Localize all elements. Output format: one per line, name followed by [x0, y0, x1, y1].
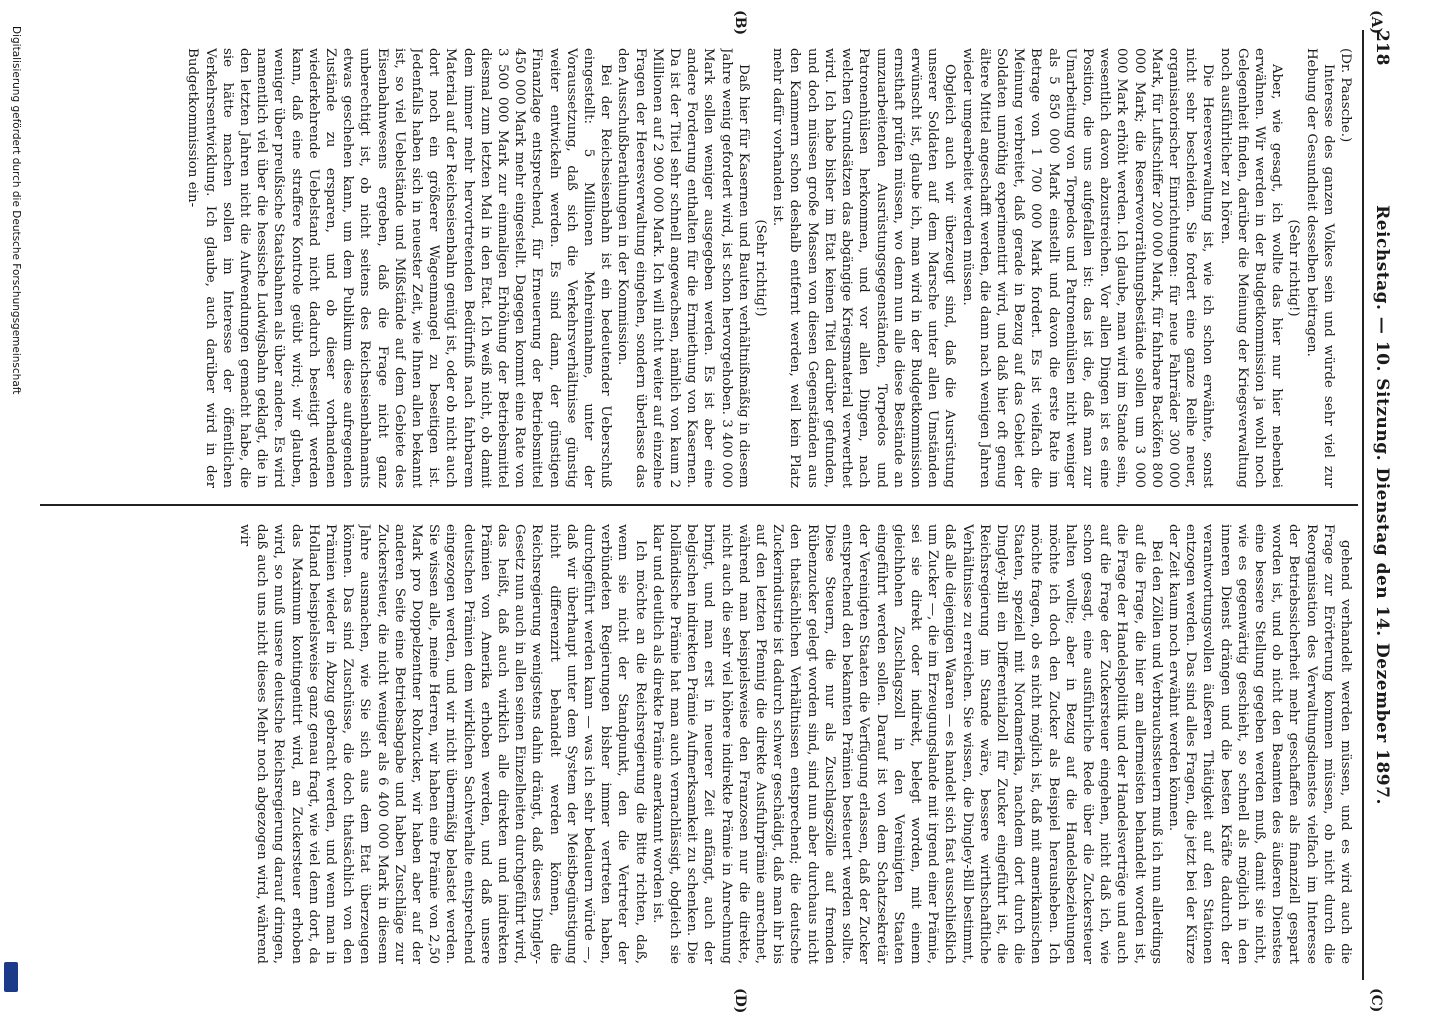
left-paragraph: Interesse des ganzen Volkes sein und würde sehr viel zur Hebung der Gesundheit desselben beitragen.: [1303, 48, 1336, 488]
margin-mark-c: (C): [1368, 988, 1384, 1013]
margin-mark-a: (A): [1368, 10, 1384, 35]
left-aside: (Sehr richtig!): [753, 219, 769, 317]
left-speaker: (Dr. Paasche.): [1338, 48, 1353, 143]
document-page: [38, 10, 1398, 1013]
margin-mark-d: (D): [732, 988, 748, 1013]
page-number: 218: [1372, 30, 1392, 66]
left-paragraph: Aber, wie gesagt, ich wollte das hier nur hier nebenbei erwähnen. Wir werden in der Budgetkommission ja wohl noch Gelegenheit finden, darüber die Meinung der Kriegsverwaltung noch ausführlicher zu hören.: [1217, 48, 1285, 488]
header-rule: [1362, 30, 1364, 980]
right-paragraph: Ich möchte an die Reichsregierung die Bitte richten, daß, wenn sie nicht der Standpunkt, den die Vertreter der verbündeten Regierungen bisher immer vertreten haben, durchgeführt werden kann — was ich sehr bedauern würde —, daß wir überhaupt unter dem System der Meistbegünstigung nicht differenzirt behandelt werden können, die Reichsregierung wenigstens dahin drängt, daß dieses Dingley-Gesetz nun auch in allen seinen Einzelheiten durchgeführt wird, das heißt, daß auch wirklich alle direkten und indirekten Prämien von Amerika erhoben werden, und daß unsere deutschen Prämien dem wirklichen Sachverhalte entsprechend eingezogen werden, und wir nicht übermäßig belastet werden. Sie wissen alle, meine Herren, wir haben eine Prämie von 2,50 Mark pro Doppelzentner Rohzucker, wir haben aber auf der anderen Seite eine Betriebsabgabe und haben Zuschläge zur Zuckersteuer, die nicht weniger als 6 400 000 Mark in diesem Jahre ausmachen, wie Sie sich aus dem Etat überzeugen können. Das sind Zuschüsse, die doch thatsächlich von den Prämien wieder in Abzug gebracht werden, und wenn man in Holland beispielsweise ganz genau fragt, wie viel denn dort, da das Maximum kontingentirt wird, an Zuckersteuer erhoben wird, so muß unsere deutsche Reichsregierung darauf dringen, daß auch uns nicht dieses Mehr noch abgezogen wird, während wir: [237, 524, 648, 964]
left-paragraph: Bei der Reichseisenbahn ist ein bedeutender Ueberschuß eingestellt: 5 Millionen Mehreinnahme, unter der Voraussetzung, daß sich die Verkehrsverhältnisse günstig weiter entwickeln werden. Es sind dann, der günstigen Finanzlage entsprechend, für Erneuerung der Betriebsmittel 450 000 Mark mehr eingestellt. Dagegen kommt eine Rate von 3 500 000 Mark zur einmaligen Erhöhung der Betriebsmittel diesmal zum letzten Mal in den Etat. Ich weiß nicht, ob damit dem immer mehr hervortretenden Bedürfniß nach fahrbarem Material auf der Reichseisenbahn genügt ist, oder ob nicht auch dort noch ein größerer Wagenmangel zu beseitigen ist. Jedenfalls haben sich in neuester Zeit, wie Ihnen allen bekannt ist, so viel Uebelstände und Mißstände auf dem Gebiete des Eisenbahnwesens ergeben, daß die Frage nicht ganz unberechtigt ist, ob nicht seitens des Reichseisenbahnamts etwas geschehen kann, um dem Publikum diese aufregenden Zustände zu ersparen, und ob dieser vorhandenen wiederkehrende Uebelstand nicht dadurch beseitigt werden kann, daß eine straffere Kontrole geübt wird; wir glauben, weniger über preußische Staatsbahnen als über andere. Es wird namentlich viel über die hessische Ludwigsbahn geklagt, die in den letzten Jahren nicht die Aufwendungen gemacht habe, die sie hätte machen sollen im Interesse der öffentlichen Verkehrsentwicklung. Ich glaube, auch darüber wird in der Budgetkommission ein-: [185, 48, 614, 488]
right-text-column: [42, 524, 1354, 964]
digitization-note: [8, 26, 26, 986]
dfg-logo-icon: [4, 962, 18, 992]
left-paragraph: Daß hier für Kasernen und Bauten verhältnißmäßig in diesem Jahre wenig gefordert wird, ist schon hervorgehoben. 3 400 000 Mark sollen weniger ausgegeben werden. Es ist aber eine andere Forderung enthalten für die Ermiethung von Kasernen. Da ist der Titel sehr schnell angewachsen, nämlich von kaum 2 Millionen auf 2 900 000 Mark. Ich will nicht weiter auf einzelne Fragen der Heeresverwaltung eingehen, sondern überlasse das den Ausschußberathungen in der Kommission.: [615, 48, 751, 488]
page-header: [1364, 30, 1398, 980]
left-text-column: [42, 48, 1354, 488]
left-aside: (Sehr richtig!): [1286, 219, 1302, 317]
column-divider: [40, 504, 1358, 506]
digitization-note-text: Digitalisierung gefördert durch die Deutsche Forschungsgemeinschaft: [10, 26, 22, 395]
right-paragraph: Bei den Zöllen und Verbrauchssteuern muß ich nun allerdings auf die Frage, die hier am allermeisten behandelt worden ist, die Frage der Handelspolitik und der Handelsverträge und auch auf die Frage der Zuckersteuer eingehen, nicht daß ich, wie schon gesagt, eine ausführliche Rede über die Zuckersteuer halten wollte; aber in Bezug auf die Handelsbeziehungen möchte ich doch den Zucker als Beispiel herausheben. Ich möchte fragen, ob es nicht möglich ist, daß mit amerikanischen Staaten, speziell mit Nordamerika, nachdem dort durch die Dingley-Bill ein Differentialzoll für Zucker eingeführt ist, die Reichsregierung im Stande wäre, bessere wirthschaftliche Verhältnisse zu erreichen. Sie wissen, die Dingley-Bill bestimmt, daß alle diejenigen Waaren — es handelt sich fast ausschließlich um Zucker —, die im Erzeugungslande mit irgend einer Prämie, sei sie direkt oder indirekt, belegt worden, mit einem gleichhohen Zuschlagszoll in den Vereinigten Staaten eingeführt werden sollen. Darauf ist von dem Schatzsekretär der Vereinigten Staaten die Verfügung erlassen, daß der Zucker entsprechend den bekannten Prämien besteuert werden sollte. Diese Steuern, die nur als Zuschlagszölle auf fremden Rübenzucker gelegt worden sind, sind nun aber durchaus nicht den thatsächlichen Verhältnissen entsprechend; die deutsche Zuckerindustrie ist dadurch schwer geschädigt, daß man ihr bis auf den letzten Pfennig die direkte Ausfuhrprämie anrechnet, während man beispielsweise den Franzosen nur die direkte, nicht auch die sehr viel höhere indirekte Prämie in Anrechnung bringt, und man erst in neuerer Zeit anfängt, auch der belgischen indirekten Prämie Aufmerksamkeit zu schenken. Die holländische Prämie hat man auch vernachlässigt, obgleich sie klar und deutlich als direkte Prämie anerkannt worden ist.: [649, 524, 1164, 964]
left-paragraph: Obgleich auch wir überzeugt sind, daß die Ausrüstung unserer Soldaten auf dem Marsche unter allen Umständen erwünscht ist, glaube ich, man wird in der Budgetkommission ernsthaft prüfen müssen, wo denn nun alle diese Bestände an umzuarbeitenden Ausrüstungsgegenständen, Torpedos und Patronenhülsen herkommen, und vor allen Dingen, nach welchen Grundsätzen das abgängige Kriegsmaterial verwerthet wird. Ich habe bisher im Etat keinen Titel darüber gefunden, und doch müssen große Massen von diesen Gegenständen aus den Kammern schon deshalb entfernt werden, weil kein Platz mehr dafür vorhanden ist.: [770, 48, 958, 488]
right-paragraph: gehend verhandelt werden müssen, und es wird auch die Frage zur Erörterung kommen müssen, ob nicht durch die Reorganisation des Verwaltungsdienstes vielfach im Interesse der Betriebssicherheit mehr geschaffen als finanziell gespart worden ist, und ob nicht den Beamten des äußeren Dienstes eine bessere Stellung gegeben werden muß, damit sie nicht, wie es gegenwärtig geschieht, so schnell als möglich in den inneren Dienst drängen und die besten Kräfte dadurch der verantwortungsvollen äußeren Thätigkeit auf den Stationen entzogen werden. Das sind alles Fragen, die jetzt bei der Kürze der Zeit kaum noch erwähnt werden können.: [1165, 524, 1353, 964]
margin-mark-b: (B): [732, 10, 748, 36]
left-paragraph: Die Heeresverwaltung ist, wie ich schon erwähnte, sonst nicht sehr bescheiden. Sie fordert eine ganze Reihe neuer, organisatorischer Einrichtungen: für neue Fahrräder 300 000 Mark, für Luftschiffer 200 000 Mark, für fahrbare Backöfen 800 000 Mark; die Reservevorräthungsbestände sollen um 3 000 000 Mark erhöht werden. Ich glaube, man wird im Stande sein, wesentlich davon abzustreichen. Vor allen Dingen ist es eine Position, die uns aufgefallen ist: das ist die, daß man zur Umarbeitung von Torpedos und Patronenhülsen nicht weniger als 5 850 000 Mark einstellt und davon die erste Rate im Betrage von 1 700 000 Mark fordert. Es ist vielfach die Meinung verbreitet, daß gerade in Bezug auf das Gebiet der Soldaten unnöthig experimentirt wird, und daß hier oft genug ältere Mittel angeschafft werden, die dann nach wenigen Jahren wieder umgearbeitet werden müssen.: [959, 48, 1216, 488]
running-title: Reichstag. — 10. Sitzung. Dienstag den 14. Dezember 1897.: [1372, 205, 1392, 805]
